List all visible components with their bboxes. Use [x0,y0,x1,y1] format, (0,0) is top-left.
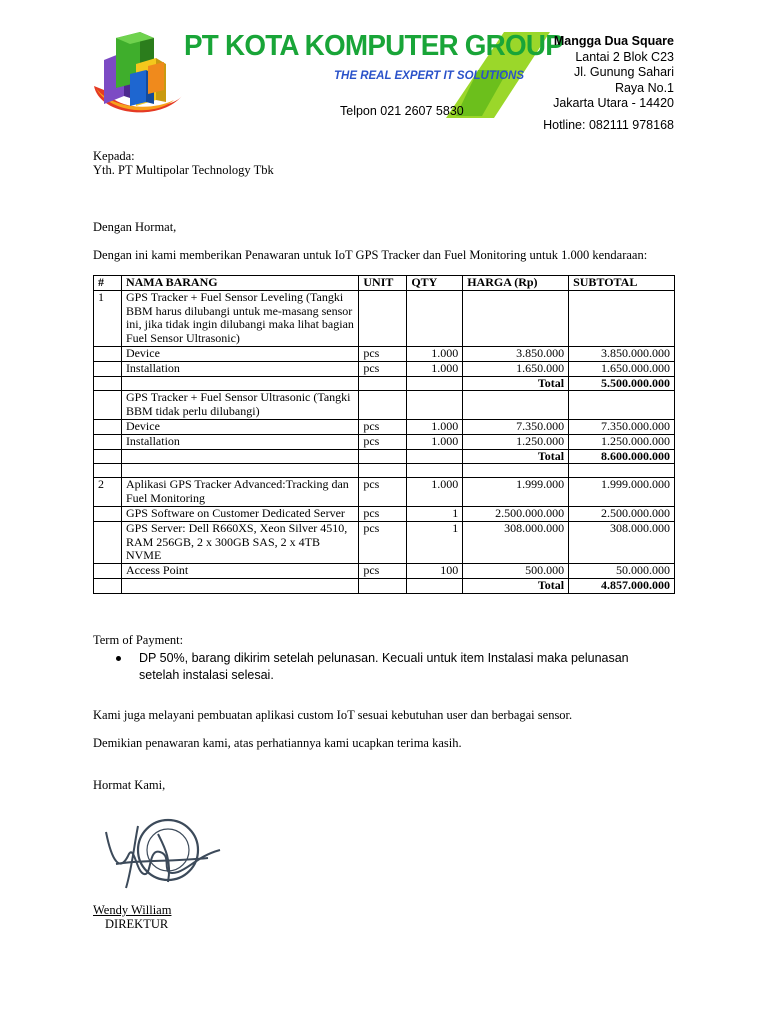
table-row [94,434,675,449]
table-row [94,478,675,507]
address-line: Jl. Gunung Sahari [573,65,674,79]
table-cell: 5.500.000.000 [569,376,675,391]
table-cell: 1.000 [407,419,463,434]
address-line: Raya No.1 [614,80,674,95]
table-cell [359,578,407,593]
intro-text: Dengan ini kami memberikan Penawaran untuk IoT GPS Tracker dan Fuel Monitoring untuk 1.000 kendaraan: [93,248,648,262]
table-cell: 1.250.000 [463,434,569,449]
table-cell: Aplikasi GPS Tracker Advanced:Tracking dan Fuel Monitoring [121,478,358,507]
table-cell: 1.250.000.000 [569,434,675,449]
table-cell [407,578,463,593]
service-note: Kami juga melayani pembuatan aplikasi custom IoT sesuai kebutuhan user dan berbagai sensor. [93,708,573,722]
table-cell [94,564,122,579]
table-cell: GPS Tracker + Fuel Sensor Ultrasonic (Tangki BBM tidak perlu dilubangi) [121,391,358,420]
table-cell: 1.650.000.000 [569,361,675,376]
table-cell [407,391,463,420]
table-cell [359,391,407,420]
table-cell: 500.000 [463,564,569,579]
table-cell: 1.000 [407,434,463,449]
table-cell [463,391,569,420]
closing-text: Demikian penawaran kami, atas perhatiannya kami ucapkan terima kasih. [93,736,462,750]
table-cell [94,449,122,464]
table-cell [407,376,463,391]
table-cell: pcs [359,506,407,521]
table-cell: pcs [359,419,407,434]
column-header: SUBTOTAL [569,276,675,291]
table-cell: 1 [94,290,122,346]
table-cell: GPS Software on Customer Dedicated Server [121,506,358,521]
table-cell: 1 [407,506,463,521]
table-row [94,419,675,434]
table-cell [121,464,358,478]
table-cell: 100 [407,564,463,579]
table-cell [94,391,122,420]
table-cell: 8.600.000.000 [569,449,675,464]
table-row [94,521,675,563]
table-cell: Total [463,376,569,391]
column-header: QTY [407,276,463,291]
payment-title: Term of Payment: [93,633,184,647]
table-row [94,346,675,361]
table-cell: 1.000 [407,478,463,507]
signature-stamp-icon [98,812,228,902]
company-hotline: Hotline: 082111 978168 [543,118,674,132]
table-cell: 2 [94,478,122,507]
table-cell [463,464,569,478]
table-cell: 2.500.000.000 [569,506,675,521]
address-line: Mangga Dua Square [553,34,674,48]
table-cell: GPS Tracker + Fuel Sensor Leveling (Tangki BBM harus dilubangi untuk me-masang sensor ini, jika tidak ingin dilubangi maka lihat bagian Fuel Sensor Ultrasonic) [121,290,358,346]
column-header: NAMA BARANG [121,276,358,291]
table-row [94,564,675,579]
payment-term-item [116,650,646,684]
table-cell: pcs [359,434,407,449]
table-cell: 1.000 [407,346,463,361]
company-phone: Telpon 021 2607 5830 [340,104,464,118]
payment-term-text: DP 50%, barang dikirim setelah pelunasan. Kecuali untuk item Instalasi maka pelunasan setelah instalasi selesai. [139,651,629,682]
table-cell: 1.000 [407,361,463,376]
table-cell [569,391,675,420]
table-row [94,290,675,346]
column-header: HARGA (Rp) [463,276,569,291]
column-header: UNIT [359,276,407,291]
table-row [94,449,675,464]
table-cell: 7.350.000.000 [569,419,675,434]
table-cell [94,376,122,391]
table-cell [359,376,407,391]
company-address [553,34,674,112]
regards-text: Hormat Kami, [93,778,166,792]
table-cell: 4.857.000.000 [569,578,675,593]
table-cell: 50.000.000 [569,564,675,579]
table-cell: Installation [121,434,358,449]
table-cell: 3.850.000 [463,346,569,361]
table-cell [121,449,358,464]
table-cell [94,419,122,434]
greeting: Dengan Hormat, [93,220,177,234]
table-cell: 308.000.000 [569,521,675,563]
table-cell: Total [463,578,569,593]
table-cell: Total [463,449,569,464]
company-name: PT KOTA KOMPUTER GROUP [184,30,564,62]
table-cell: 3.850.000.000 [569,346,675,361]
table-cell [359,290,407,346]
signer-title: DIREKTUR [105,917,169,931]
quotation-table [93,275,675,594]
table-cell [94,361,122,376]
table-cell [94,506,122,521]
bullet-icon [116,656,121,661]
column-header: # [94,276,122,291]
table-cell: pcs [359,346,407,361]
recipient-name: Yth. PT Multipolar Technology Tbk [93,163,274,177]
table-cell: pcs [359,478,407,507]
table-cell [94,521,122,563]
table-cell [94,434,122,449]
table-cell: Access Point [121,564,358,579]
table-cell [94,464,122,478]
table-cell [121,376,358,391]
table-row [94,391,675,420]
table-cell: pcs [359,521,407,563]
table-cell [407,449,463,464]
table-cell: GPS Server: Dell R660XS, Xeon Silver 4510, RAM 256GB, 2 x 300GB SAS, 2 x 4TB NVME [121,521,358,563]
table-cell: Device [121,346,358,361]
table-cell [463,290,569,346]
table-cell: pcs [359,564,407,579]
table-row [94,464,675,478]
table-row [94,361,675,376]
table-cell [407,464,463,478]
table-body [94,290,675,593]
signer-name: Wendy William [93,903,172,917]
table-row [94,578,675,593]
table-cell: 1 [407,521,463,563]
table-cell: 1.999.000.000 [569,478,675,507]
table-cell [407,290,463,346]
table-cell: 7.350.000 [463,419,569,434]
company-logo-icon [90,30,186,120]
table-row [94,376,675,391]
recipient-label: Kepada: [93,149,135,163]
company-tagline: THE REAL EXPERT IT SOLUTIONS [334,70,524,82]
table-cell: 1.650.000 [463,361,569,376]
table-cell [94,578,122,593]
table-cell [569,464,675,478]
address-line: Lantai 2 Blok C23 [575,49,674,64]
table-cell [121,578,358,593]
table-header-row [94,276,675,291]
table-cell: 1.999.000 [463,478,569,507]
address-line: Jakarta Utara - 14420 [553,96,674,110]
table-cell [94,346,122,361]
table-cell: pcs [359,361,407,376]
table-cell [359,449,407,464]
table-cell: Installation [121,361,358,376]
table-cell: 308.000.000 [463,521,569,563]
table-cell [569,290,675,346]
table-cell: 2.500.000.000 [463,506,569,521]
table-row [94,506,675,521]
table-cell: Device [121,419,358,434]
table-cell [359,464,407,478]
